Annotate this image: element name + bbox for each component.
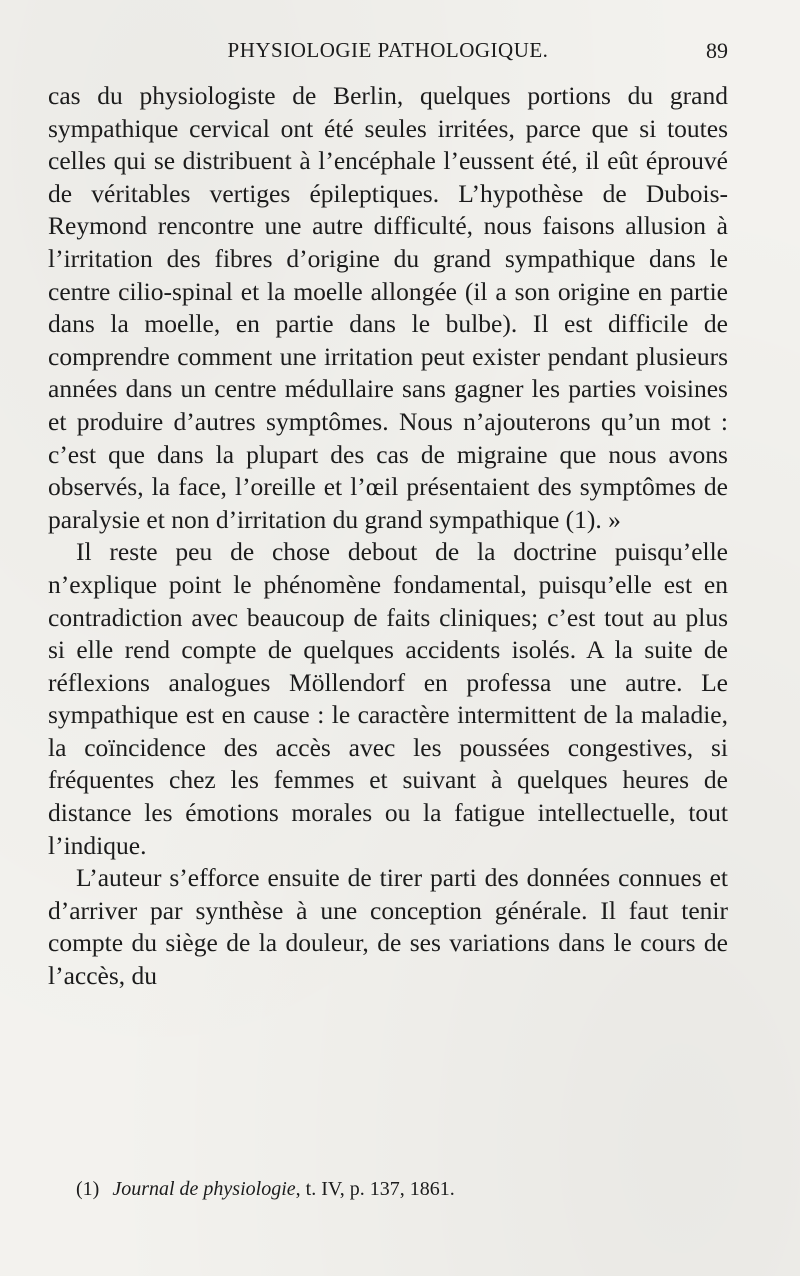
paragraph-2: Il reste peu de chose debout de la doctrine puisqu’elle n’explique point le phénomène fondamental, puisqu’elle est en contradiction avec beaucoup de faits cliniques; c’est tout au plus si elle rend compte de quelques accidents isolés. A la suite de réflexions analogues Möllendorf en professa une autre. Le sympathique est en cause : le caractère intermittent de la maladie, la coïncidence des accès avec les poussées congestives, si fréquentes chez les femmes et suivant à quelques heures de distance les émotions morales ou la fatigue intellectuelle, tout l’indique. (48, 537, 728, 860)
paragraph-1: cas du physiologiste de Berlin, quelques portions du grand sympathique cervical ont été seules irritées, parce que si toutes celles qui se distribuent à l’encéphale l’eussent été, il eût éprouvé de véritables vertiges épileptiques. L’hypothèse de Dubois-Reymond rencontre une autre difficulté, nous faisons allusion à l’irritation des fibres d’origine du grand sympathique dans le centre cilio-spinal et la moelle allongée (il a son origine en partie dans la moelle, en partie dans le bulbe). Il est difficile de comprendre comment une irritation peut exister pendant plusieurs années dans un centre médullaire sans gagner les parties voisines et produire d’autres symptômes. Nous n’ajouterons qu’un mot : c’est que dans la plupart des cas de migraine que nous avons observés, la face, l’oreille et l’œil présentaient des symptômes de paralysie et non d’irritation du grand sympathique (1). » (48, 81, 728, 534)
page-number: 89 (706, 38, 728, 63)
body-text (48, 80, 728, 993)
footnote-details: , t. IV, p. 137, 1861. (295, 1178, 455, 1200)
footnote (76, 1176, 726, 1202)
footnote-marker: (1) (76, 1178, 100, 1200)
running-head (48, 38, 728, 68)
paragraph-3: L’auteur s’efforce ensuite de tirer parti des données connues et d’arriver par synthèse à une conception générale. Il faut tenir compte du siège de la douleur, de ses variations dans le cours de l’accès, du (48, 863, 728, 991)
footnote-journal: Journal de physiologie (112, 1178, 296, 1200)
running-title: PHYSIOLOGIE PATHOLOGIQUE. (227, 38, 549, 62)
